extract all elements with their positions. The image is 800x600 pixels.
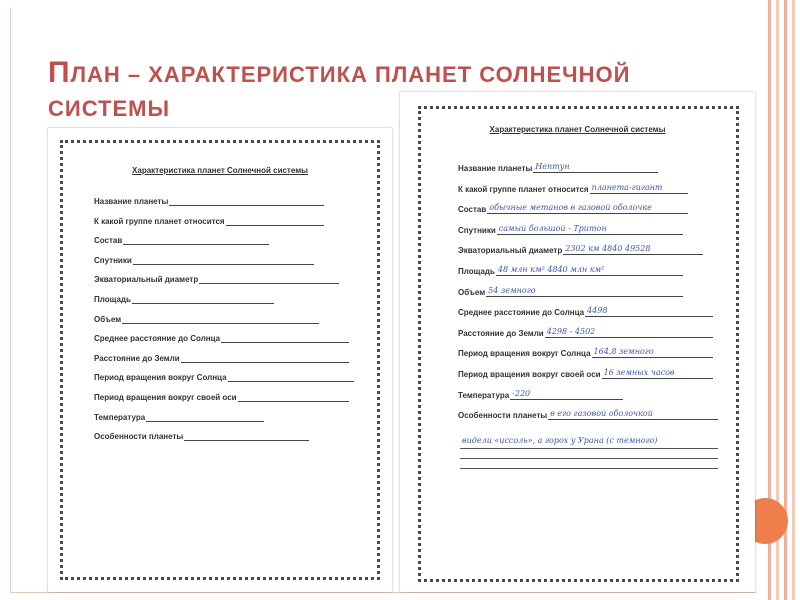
field-label: Объем [458,287,486,297]
field-label: Название планеты [94,197,169,206]
field-label: Период вращения вокруг своей оси [458,370,601,379]
field-answer-line[interactable] [510,390,623,400]
field-label: К какой группе планет относится [458,184,589,194]
form-field-row [94,410,264,422]
field-label: Состав [94,236,123,246]
form-field-row [94,390,349,402]
field-answer-line[interactable] [184,431,309,441]
form-field-row [94,351,349,363]
form-field-row [458,367,713,379]
form-field-row [458,161,658,173]
form-field-row [458,346,713,358]
form-field-row [94,194,324,206]
field-label: Расстояние до Земли [94,353,180,363]
form-field-row [94,233,269,245]
handwritten-answer: 16 земных часов [603,368,675,377]
handwritten-answer: -220 [512,388,531,398]
field-label: Период вращения вокруг Солнца [458,349,591,359]
field-label: Состав [458,205,487,215]
form-field-row [94,253,314,265]
form-field-row [458,223,683,235]
field-label: Экваториальный диаметр [458,246,563,256]
field-answer-line[interactable] [181,353,349,363]
handwritten-answer: 4498 [587,306,608,316]
form-field-row [458,305,713,317]
answer-line [460,448,718,449]
field-answer-line[interactable] [132,294,274,304]
field-label: Название планеты [458,164,533,173]
field-answer-line[interactable] [146,412,264,422]
field-answer-line[interactable] [590,184,688,194]
field-label: Особенности планеты [458,411,548,421]
field-label: Особенности планеты [94,432,184,442]
form-field-row [94,312,319,324]
field-answer-line[interactable] [533,163,658,173]
form-field-row [458,388,623,400]
form-field-row [458,264,683,276]
form-field-row [94,272,339,284]
handwritten-answer: 164,8 земного [593,347,654,357]
form-field-row [94,370,354,382]
answer-line [460,458,718,459]
form-field-row [458,408,718,420]
field-label: Расстояние до Земли [458,328,544,338]
filled-worksheet [400,92,755,592]
slide-title-first-letter: П [48,56,71,89]
blank-worksheet [48,128,392,592]
field-answer-line[interactable] [133,255,314,265]
field-answer-line[interactable] [548,410,718,420]
form-field-row [94,331,349,343]
field-label: Период вращения вокруг своей оси [94,393,237,402]
form-field-row [458,326,713,338]
field-answer-line[interactable] [545,328,713,338]
handwritten-answer: в его газовой оболочкой [550,409,653,419]
field-label: Температура [94,412,146,422]
handwritten-answer: обычные метанов в газовой оболочке [489,203,652,213]
field-answer-line[interactable] [169,196,324,206]
field-label: Площадь [458,267,495,276]
handwritten-answer: Нептун [535,162,570,171]
worksheet-title: Характеристика планет Солнечной системы [489,125,666,134]
answer-line [460,468,718,469]
notes-continuation: видели «иссоль», а горох у Урана (с темного) [462,436,658,445]
field-answer-line[interactable] [122,314,319,324]
decor-stripe [792,0,795,600]
handwritten-answer: самый большой - Тритон [498,223,607,233]
worksheet-title: Характеристика планет Солнечной системы [132,166,308,175]
field-label: Площадь [94,295,131,304]
field-label: К какой группе планет относится [94,216,225,226]
dotted-border [418,106,739,582]
field-answer-line[interactable] [592,348,713,358]
form-field-row [94,292,274,304]
form-field-row [94,214,324,226]
field-answer-line[interactable] [563,245,703,255]
field-answer-line[interactable] [238,392,349,402]
field-label: Спутники [94,255,132,265]
handwritten-answer: 4298 - 4502 [546,326,596,336]
field-answer-line[interactable] [585,307,713,317]
field-answer-line[interactable] [123,235,269,245]
field-label: Спутники [458,225,496,235]
field-answer-line[interactable] [497,225,683,235]
field-label: Период вращения вокруг Солнца [94,373,227,383]
handwritten-answer: 2302 км 4840 49528 [565,244,651,254]
field-answer-line[interactable] [199,274,339,284]
handwritten-answer: 48 млн км² 4840 млн км² [497,265,605,274]
field-answer-line[interactable] [602,369,713,379]
field-label: Среднее расстояние до Солнца [94,334,221,344]
form-field-row [458,243,703,255]
field-answer-line[interactable] [486,287,683,297]
slide-title-rest: ЛАН – ХАРАКТЕРИСТИКА ПЛАНЕТ СОЛНЕЧНОЙ СИСТЕМЫ [48,62,631,121]
handwritten-answer: планета-гигант [591,182,663,192]
field-label: Среднее расстояние до Солнца [458,308,585,318]
field-label: Температура [458,390,510,400]
field-answer-line[interactable] [487,204,688,214]
form-field-row [458,182,688,194]
field-label: Экваториальный диаметр [94,275,199,285]
field-label: Объем [94,314,122,324]
handwritten-answer: 54 земного [488,285,536,295]
field-answer-line[interactable] [226,216,324,226]
form-field-row [458,285,683,297]
form-field-row [458,202,688,214]
field-answer-line[interactable] [496,266,683,276]
field-answer-line[interactable] [228,372,354,382]
form-field-row [94,429,309,441]
field-answer-line[interactable] [221,333,349,343]
